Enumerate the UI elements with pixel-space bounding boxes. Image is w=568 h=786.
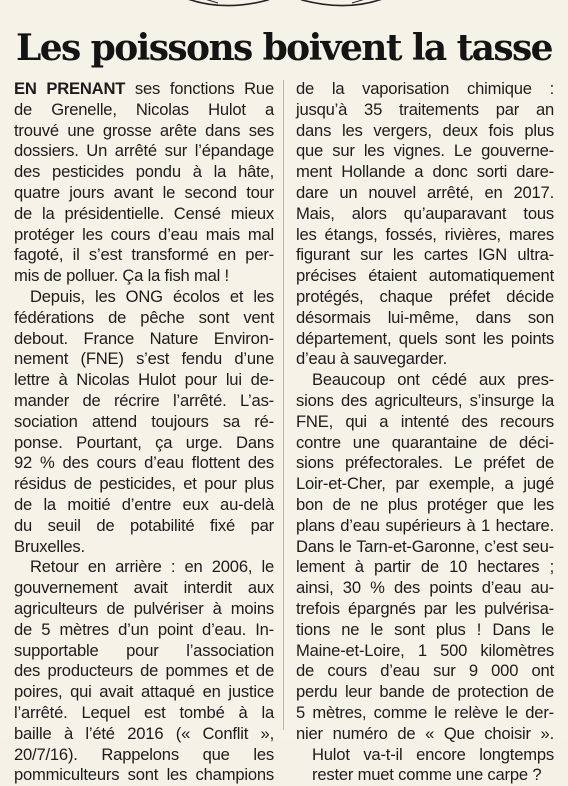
text-line: sociation attend toujours sa ré-	[14, 411, 274, 431]
text-line: dare un nouvel arrêté, en 2017.	[296, 182, 554, 202]
text-line: Depuis, les ONG écolos et les	[30, 286, 274, 306]
decorative-ornament-icon	[178, 0, 392, 8]
text-line: gouvernement avait interdit aux	[14, 578, 274, 598]
text-line: Bruxelles.	[14, 536, 85, 556]
text-line: poires, qui avait attaqué en justice	[14, 682, 274, 702]
text-line: EN PRENANT ses fonctions Rue	[14, 79, 274, 98]
text-line: lettre à Nicolas Hulot pour lui de-	[14, 370, 274, 390]
text-line: Loir-et-Cher, par exemple, a jugé	[296, 474, 554, 494]
text-line: plans d’eau supérieurs à 1 hectare.	[296, 515, 554, 535]
text-line: que sur les vignes. Le gouverne-	[296, 141, 554, 161]
text-line: baille à l’été 2016 (« Conflit »,	[14, 723, 274, 743]
text-line: de la moitié d’entre eux au-delà	[14, 494, 274, 514]
text-line: 92 % des cours d’eau flottent des	[14, 453, 274, 473]
text-line: des pesticides pondu à la hâte,	[14, 162, 274, 182]
text-line: ainsi, 30 % des points d’eau au-	[296, 578, 554, 598]
text-line: ment Hollande a donc sorti dare-	[296, 162, 554, 182]
text-line: FNE, qui a intenté des recours	[296, 411, 554, 431]
text-line: 20/7/16). Rappelons que les	[14, 744, 274, 764]
text-line: quatre jours avant le second tour	[14, 182, 274, 202]
text-line: de la présidentielle. Censé mieux	[14, 203, 274, 223]
text-line: désormais lui-même, dans son	[296, 307, 554, 327]
text-line: résidus de pesticides, et pour plus	[14, 474, 274, 494]
text-line: fagoté, il s’est transformé en per-	[14, 245, 274, 265]
text-line: trouvé une grosse arête dans ses	[14, 120, 274, 140]
text-line: les étangs, fossés, rivières, mares	[296, 224, 554, 244]
text-line: 5 mètres, comme le relève le der-	[296, 702, 554, 722]
text-line: Beaucoup ont cédé aux pres-	[312, 370, 554, 390]
text-line: Dans le Tarn-et-Garonne, c’est seu-	[296, 536, 554, 556]
text-line: Mais, alors qu’auparavant tous	[296, 203, 554, 223]
text-line: sions préfectorales. Le préfet de	[296, 453, 554, 473]
text-line: bon de ne plus protéger que les	[296, 494, 554, 514]
text-line: contre une quarantaine de déci-	[296, 432, 554, 452]
text-line: Retour en arrière : en 2006, le	[30, 557, 274, 577]
text-line: rester muet comme une carpe ?	[312, 765, 542, 785]
text-line: Maine-et-Loire, 1 500 kilomètres	[296, 640, 554, 660]
text-line: perdu leur bande de protection de	[296, 682, 554, 702]
text-line: d’eau à sauvegarder.	[296, 349, 447, 369]
text-line: supportable pour l’association	[14, 640, 274, 660]
text-line: précises étaient automatiquement	[296, 266, 554, 286]
text-line: trefois épargnés par les pulvérisa-	[296, 598, 554, 618]
text-line: tions ne le sont plus ! Dans le	[296, 619, 554, 639]
text-line: pommiculteurs sont les champions	[14, 765, 274, 785]
text-line: lement à partir de 10 hectares ;	[296, 557, 554, 577]
text-line: de la vaporisation chimique :	[296, 79, 554, 98]
article-column-left	[14, 79, 274, 786]
article-headline: Les poissons boivent la tasse	[16, 27, 552, 69]
text-line: dans les vergers, deux fois plus	[296, 120, 554, 140]
article-column-right	[296, 79, 554, 786]
lead-in: EN PRENANT	[14, 79, 126, 98]
text-line: département, quels sont les points	[296, 328, 554, 348]
text-line: fédérations de pêche sont vent	[14, 307, 274, 327]
text-line: figurant sur les cartes IGN ultra-	[296, 245, 554, 265]
text-line: mander de récrire l’arrêté. L’as-	[14, 390, 274, 410]
text-line: Hulot va-t-il encore longtemps	[312, 744, 554, 764]
text-line: de 5 mètres d’un point d’eau. In-	[14, 619, 274, 639]
text-line: du seuil de potabilité fixé par	[14, 515, 274, 535]
text-line: debout. France Nature Environ-	[14, 328, 274, 348]
text-line: de Grenelle, Nicolas Hulot a	[14, 99, 274, 119]
text-line: protéger les cours d’eau mais mal	[14, 224, 274, 244]
text-line: ponse. Pourtant, ça urge. Dans	[14, 432, 274, 452]
text-line: l’arrêté. Lequel est tombé à la	[14, 702, 274, 722]
text-line: de cours d’eau sur 9 000 ont	[296, 661, 554, 681]
text-line: protégés, chaque préfet décide	[296, 286, 554, 306]
text-line: sions des agriculteurs, s’insurge la	[296, 390, 554, 410]
text-line: mis de polluer. Ça la fish mal !	[14, 266, 229, 286]
column-divider	[283, 80, 284, 730]
text-line: nement (FNE) s’est fendu d’une	[14, 349, 274, 369]
text-line: dossiers. Un arrêté sur l’épandage	[14, 141, 274, 161]
text-line: jusqu’à 35 traitements par an	[296, 99, 554, 119]
text-line: nier numéro de « Que choisir ».	[296, 723, 554, 743]
text-line: des producteurs de pommes et de	[14, 661, 274, 681]
text-line: agriculteurs de pulvériser à moins	[14, 598, 274, 618]
